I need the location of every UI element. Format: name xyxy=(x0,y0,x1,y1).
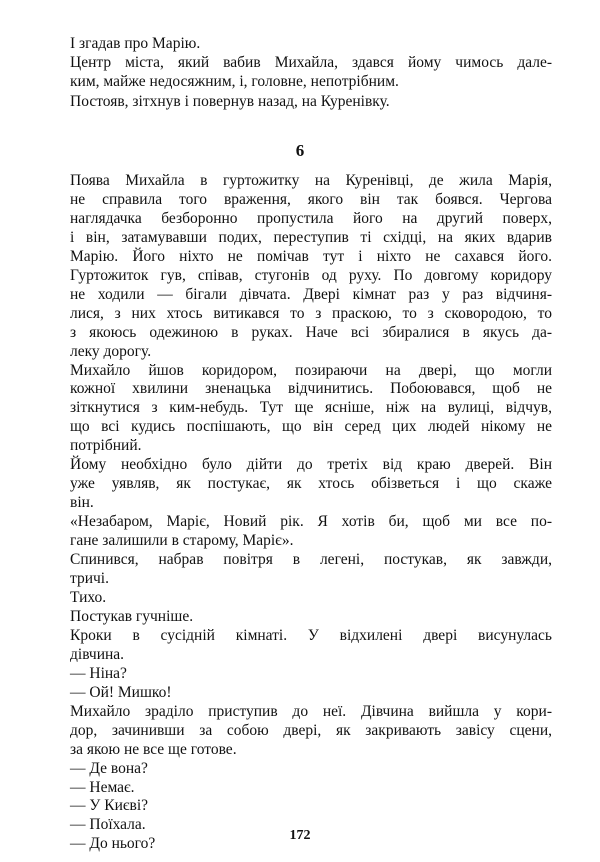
text-line: Гуртожиток гув, співав, стугонів од руху. По довгому коридору xyxy=(70,266,552,284)
text-line: Михайло йшов коридором, позираючи на двері, що могли xyxy=(70,361,552,379)
text-line: він. xyxy=(70,494,94,512)
text-line: тричі. xyxy=(70,570,109,588)
text-line: за якою не все ще готове. xyxy=(70,740,237,758)
text-line: уже уявляв, як постукає, як хтось обізветься і що скаже xyxy=(70,475,552,493)
text-line: — Ніна? xyxy=(70,664,127,682)
top-text-block xyxy=(70,34,552,111)
text-line: дор, зачинивши за собою двері, як закривають завісу сцени, xyxy=(70,721,552,739)
text-line: зіткнутися з ким-небудь. Тут ще ясніше, ніж на вулиці, відчув, xyxy=(70,399,552,417)
text-line: Поява Михайла в гуртожитку на Куренівці, де жила Марія, xyxy=(70,172,552,189)
text-line: Постояв, зітхнув і повернув назад, на Куренівку. xyxy=(70,92,390,110)
text-line: наглядачка безборонно пропустила його на другий поверх, xyxy=(70,209,552,227)
text-line: з якоюсь одежиною в руках. Наче всі збиралися в якусь да- xyxy=(70,323,552,341)
text-line: дівчина. xyxy=(70,645,125,663)
text-line: і він, затамувавши подих, переступив ті східці, на яких вдарив xyxy=(70,228,552,246)
text-line: не ходили — бігали дівчата. Двері кімнат раз у раз відчиня- xyxy=(70,285,552,303)
text-line: Спинився, набрав повітря в легені, постукав, як завжди, xyxy=(70,551,552,569)
text-line: — Де вона? xyxy=(70,759,148,777)
text-line: — У Києві? xyxy=(70,797,149,815)
text-line: Тихо. xyxy=(70,588,107,606)
text-line: Кроки в сусідній кімнаті. У відхилені двері висунулась xyxy=(70,626,552,644)
text-line: що всі кудись поспішають, що він серед цих людей нікому не xyxy=(70,418,552,436)
text-line: кожної хвилини зненацька відчинитись. Побоювався, щоб не xyxy=(70,380,552,398)
text-line: Марію. Його ніхто не помічав тут і ніхто не сахався його. xyxy=(70,247,552,265)
text-line: ким, майже недосяжним, і, головне, непотрібним. xyxy=(70,73,399,91)
text-line: — Ой! Мишко! xyxy=(70,683,172,701)
text-line: лися, з них хтось витикався то з праскою, то з сковородою, то xyxy=(70,304,552,322)
text-line: І згадав про Марію. xyxy=(70,35,201,52)
text-line: гане залишили в старому, Маріє». xyxy=(70,532,294,550)
text-line: Йому необхідно було дійти до третіх від краю дверей. Він xyxy=(70,456,552,474)
text-line: леку дорогу. xyxy=(70,342,152,360)
text-line: «Незабаром, Маріє, Новий рік. Я хотів би, щоб ми все по- xyxy=(70,513,552,531)
text-line: потрібний. xyxy=(70,437,142,455)
text-line: Центр міста, який вабив Михайла, здався йому чимось дале- xyxy=(70,54,552,72)
text-line: Постукав гучніше. xyxy=(70,607,194,625)
text-line: Михайло зраділо приступив до неї. Дівчина вийшла у кори- xyxy=(70,702,552,720)
text-line: — До нього? xyxy=(70,835,156,853)
text-line: — Поїхала. xyxy=(70,816,146,834)
chapter-number: 6 xyxy=(295,141,305,160)
chapter-body xyxy=(70,172,552,854)
text-line: не справила того враження, якого він так боявся. Чергова xyxy=(70,190,552,208)
page-number: 172 xyxy=(289,828,311,843)
text-line: — Немає. xyxy=(70,778,135,796)
